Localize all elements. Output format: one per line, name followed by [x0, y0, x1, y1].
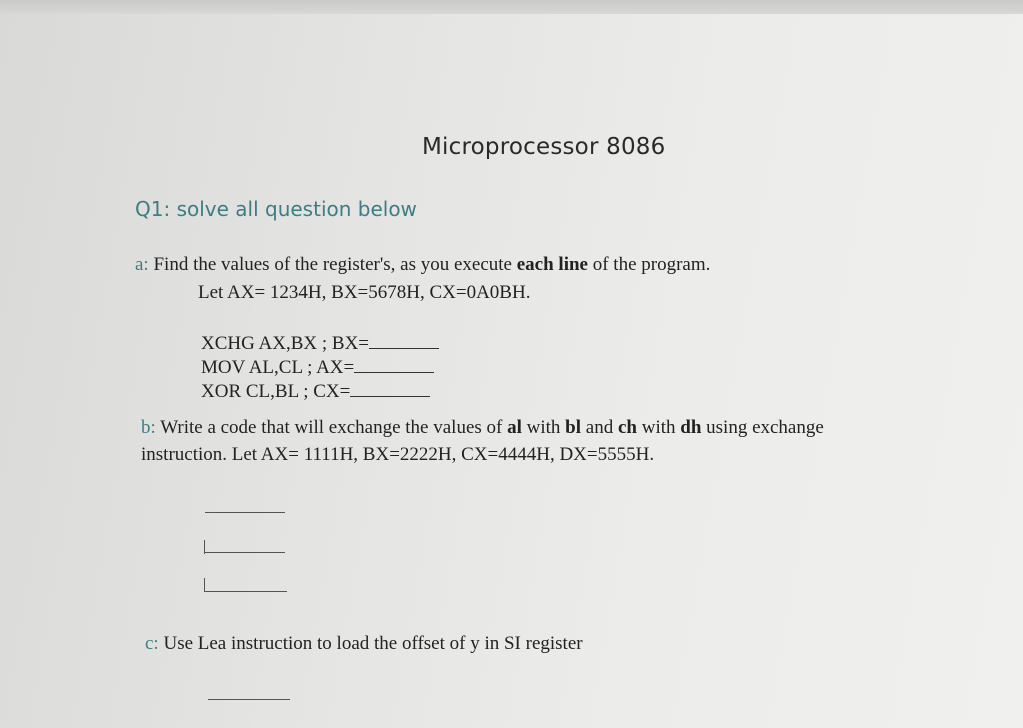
part-c-label: c:	[145, 633, 159, 654]
part-a-line-3	[201, 378, 430, 403]
xor-line-text: XOR CL,BL ; CX=	[201, 381, 351, 402]
part-b-t3: and	[581, 417, 618, 438]
part-b-t1: Write a code that will exchange the values of	[160, 417, 508, 438]
reg-ch: ch	[617, 417, 637, 438]
question-1-heading: Q1: solve all question below	[135, 197, 417, 221]
reg-bl: bl	[565, 417, 582, 438]
part-c-answer-line[interactable]	[208, 699, 290, 700]
part-b-t2: with	[521, 417, 566, 438]
part-b-t4: with	[636, 417, 681, 438]
part-a-line-1	[201, 330, 439, 355]
bx-answer-blank[interactable]	[369, 330, 439, 349]
part-b-t5: using exchange	[701, 417, 824, 438]
page-title: Microprocessor 8086	[422, 134, 666, 160]
part-a-instruction	[135, 254, 710, 276]
part-c-text: Use Lea instruction to load the offset of y in SI register	[163, 633, 583, 654]
part-a-label: a:	[135, 254, 149, 275]
part-b-initial-values: instruction. Let AX= 1111H, BX=2222H, CX=4444H, DX=5555H.	[141, 444, 655, 465]
part-a-initial-values: Let AX= 1234H, BX=5678H, CX=0A0BH.	[198, 282, 531, 303]
xchg-line-text: XCHG AX,BX ; BX=	[201, 333, 370, 354]
part-a-text-1: Find the values of the register's, as you execute	[153, 254, 517, 275]
part-a-text-bold: each line	[516, 254, 588, 275]
paper-edge	[0, 0, 1023, 14]
part-b-answer-mark-3	[204, 578, 205, 592]
part-b-instruction	[141, 417, 824, 439]
reg-al: al	[507, 417, 522, 438]
part-b-answer-line-3[interactable]	[205, 591, 287, 592]
reg-dh: dh	[680, 417, 702, 438]
part-b-answer-line-1[interactable]	[205, 512, 285, 513]
part-c-instruction	[145, 633, 583, 655]
cx-answer-blank[interactable]	[350, 378, 430, 397]
part-a-text-2: of the program.	[587, 254, 711, 275]
part-a-line-2	[201, 354, 434, 379]
ax-answer-blank[interactable]	[354, 354, 434, 373]
part-b-answer-line-2[interactable]	[205, 552, 285, 553]
part-b-label: b:	[141, 417, 156, 438]
mov-line-text: MOV AL,CL ; AX=	[201, 357, 355, 378]
